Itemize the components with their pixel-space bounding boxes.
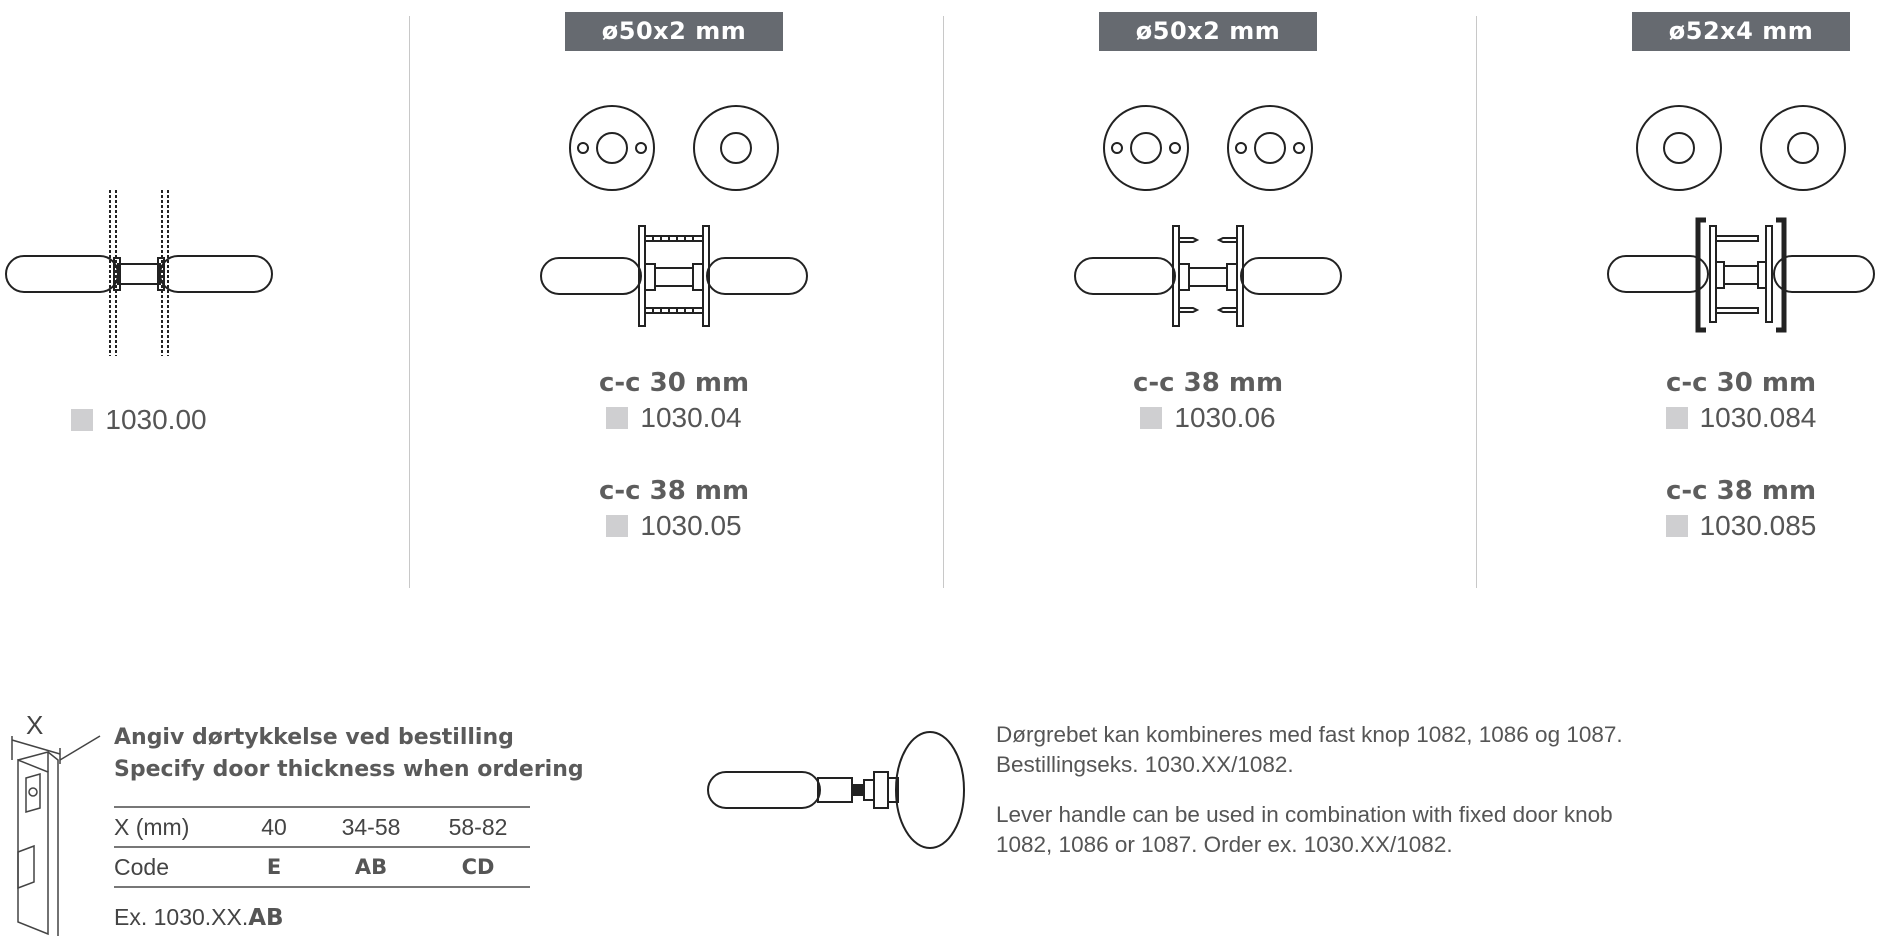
variant xyxy=(589,474,759,544)
dimension-x-label: X xyxy=(26,712,44,740)
combo-text-no: Dørgrebet kan kombineres med fast knop 1082, 1086 og 1087. Bestillingseks. 1030.XX/1082. xyxy=(996,722,1623,777)
product-code: 1030.05 xyxy=(589,508,759,544)
table-cell: 58-82 xyxy=(426,807,530,847)
table-cell: CD xyxy=(426,847,530,887)
rosette-size-badge: ø50x2 mm xyxy=(565,12,783,51)
rosette-drawing xyxy=(1102,100,1314,196)
finish-swatch xyxy=(606,407,628,429)
product-column-1 xyxy=(0,0,280,600)
product-code: 1030.06 xyxy=(1123,400,1293,436)
variant xyxy=(54,402,224,438)
lever-handle-drawing xyxy=(4,188,274,358)
product-column-4 xyxy=(1576,0,1880,600)
finish-swatch xyxy=(1666,515,1688,537)
variant xyxy=(1656,474,1826,544)
thickness-table xyxy=(114,806,530,888)
center-distance-label: c-c 38 mm xyxy=(598,476,750,506)
table-row xyxy=(114,847,530,887)
column-divider xyxy=(943,16,944,588)
order-example: Ex. 1030.XX.AB xyxy=(114,904,284,931)
lever-handle-drawing xyxy=(1606,216,1876,336)
table-cell: E xyxy=(232,847,316,887)
finish-swatch xyxy=(71,409,93,431)
column-divider xyxy=(409,16,410,588)
product-code: 1030.04 xyxy=(589,400,759,436)
table-cell: AB xyxy=(316,847,426,887)
variant xyxy=(1656,366,1826,436)
rosette-drawing xyxy=(568,100,780,196)
lever-handle-drawing xyxy=(539,222,809,332)
table-row xyxy=(114,807,530,847)
center-distance-label: c-c 38 mm xyxy=(1132,368,1284,398)
variant xyxy=(589,366,759,436)
finish-swatch xyxy=(1140,407,1162,429)
table-cell: 40 xyxy=(232,807,316,847)
rosette-drawing xyxy=(1635,100,1847,196)
door-thickness-drawing xyxy=(8,712,104,936)
finish-swatch xyxy=(606,515,628,537)
row-label: Code xyxy=(114,847,232,887)
lever-knob-drawing xyxy=(706,730,976,850)
product-column-3 xyxy=(1043,0,1373,600)
rosette-size-badge: ø50x2 mm xyxy=(1099,12,1317,51)
center-distance-label: c-c 30 mm xyxy=(598,368,750,398)
table-cell: 34-58 xyxy=(316,807,426,847)
column-divider xyxy=(1476,16,1477,588)
variant xyxy=(1123,366,1293,436)
center-distance-label: c-c 38 mm xyxy=(1665,476,1817,506)
product-column-2 xyxy=(509,0,839,600)
combo-text-en: Lever handle can be used in combination with fixed door knob 1082, 1086 or 1087. Order ex. 1030.XX/1082. xyxy=(996,802,1613,857)
thickness-heading: Angiv dørtykkelse ved bestilling Specify door thickness when ordering xyxy=(114,725,584,782)
product-code: 1030.00 xyxy=(54,402,224,438)
lever-handle-drawing xyxy=(1073,222,1343,332)
product-code: 1030.084 xyxy=(1656,400,1826,436)
row-label: X (mm) xyxy=(114,807,232,847)
rosette-size-badge: ø52x4 mm xyxy=(1632,12,1850,51)
finish-swatch xyxy=(1666,407,1688,429)
product-code: 1030.085 xyxy=(1656,508,1826,544)
center-distance-label: c-c 30 mm xyxy=(1665,368,1817,398)
